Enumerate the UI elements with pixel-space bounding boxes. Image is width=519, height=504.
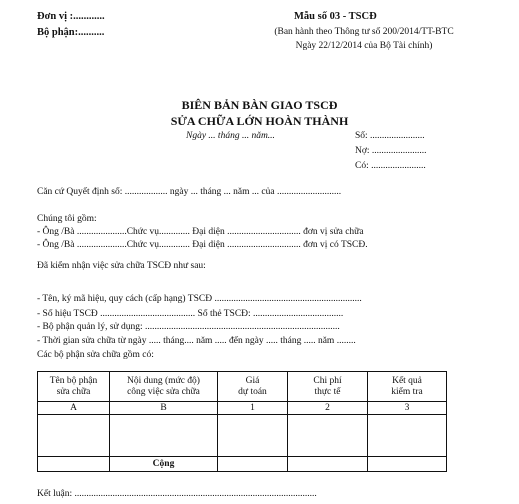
table-cell[interactable] (38, 415, 110, 457)
department-field: Bộ phận:.......... (37, 27, 105, 38)
issuance-note-2: Ngày 22/12/2014 của Bộ Tài chính) (295, 41, 433, 51)
col-header-estimate: Giá dự toán (218, 372, 288, 402)
col-header-content: Nội dung (mức độ) công việc sửa chữa (110, 372, 218, 402)
table-cell[interactable] (288, 415, 368, 457)
managing-dept-line: - Bộ phận quản lý, sử dụng: .................................................................................. (37, 322, 340, 332)
ref-co: Có: ....................... (355, 161, 426, 171)
form-number: Mẫu số 03 - TSCĐ (294, 11, 377, 22)
col-header-part: Tên bộ phận sửa chữa (38, 372, 110, 402)
member-line-2: - Ông /Bà .....................Chức vụ............. Đại diện ............................... đơn vị có TSCĐ. (37, 240, 368, 250)
inspection-heading: Đã kiểm nhận việc sửa chữa TSCĐ như sau: (37, 261, 206, 271)
issuance-note-1: (Ban hành theo Thông tư số 200/2014/TT-BTC (274, 27, 454, 37)
table-cell[interactable] (110, 415, 218, 457)
basis-line: Căn cứ Quyết định số: .................. ngày ... tháng ... năm ... của ........................... (37, 187, 342, 197)
table-code-row (38, 402, 447, 415)
code-cell: 2 (288, 402, 368, 415)
members-heading: Chúng tôi gồm: (37, 214, 97, 224)
table-header-row (38, 372, 447, 402)
table-cell[interactable] (368, 415, 447, 457)
ref-no: Nợ: ....................... (355, 146, 427, 156)
col-header-result: Kết quả kiểm tra (368, 372, 447, 402)
table-cell[interactable] (218, 457, 288, 472)
conclusion-line: Kết luận: ...................................................................................................... (37, 489, 317, 499)
title-date: Ngày ... tháng ... năm... (186, 131, 275, 141)
repair-parts-table (37, 371, 447, 472)
unit-field: Đơn vị :............ (37, 11, 105, 22)
title-line-2: SỬA CHỮA LỚN HOÀN THÀNH (170, 114, 349, 128)
repair-period-line: - Thời gian sửa chữa từ ngày ..... tháng.... năm ..... đến ngày ..... tháng ..... năm ........ (37, 336, 356, 346)
member-line-1: - Ông /Bà .....................Chức vụ............. Đại diện ............................... đơn vị sửa chữa (37, 227, 364, 237)
total-label: Cộng (110, 457, 218, 472)
code-cell: A (38, 402, 110, 415)
title-line-1: BIÊN BẢN BÀN GIAO TSCĐ (181, 98, 338, 112)
asset-number-line: - Số hiệu TSCĐ ........................................ Số thẻ TSCĐ: ...................................... (37, 309, 344, 319)
table-cell[interactable] (218, 415, 288, 457)
table-total-row (38, 457, 447, 472)
table-cell (38, 457, 110, 472)
table-cell[interactable] (368, 457, 447, 472)
code-cell: 1 (218, 402, 288, 415)
table-cell[interactable] (288, 457, 368, 472)
parts-heading: Các bộ phận sửa chữa gồm có: (37, 350, 154, 360)
col-header-actual-cost: Chi phí thực tế (288, 372, 368, 402)
code-cell: 3 (368, 402, 447, 415)
code-cell: B (110, 402, 218, 415)
asset-name-line: - Tên, ký mã hiệu, quy cách (cấp hạng) TSCĐ .............................................................. (37, 294, 362, 304)
table-row (38, 415, 447, 457)
ref-so: Số: ....................... (355, 131, 425, 141)
